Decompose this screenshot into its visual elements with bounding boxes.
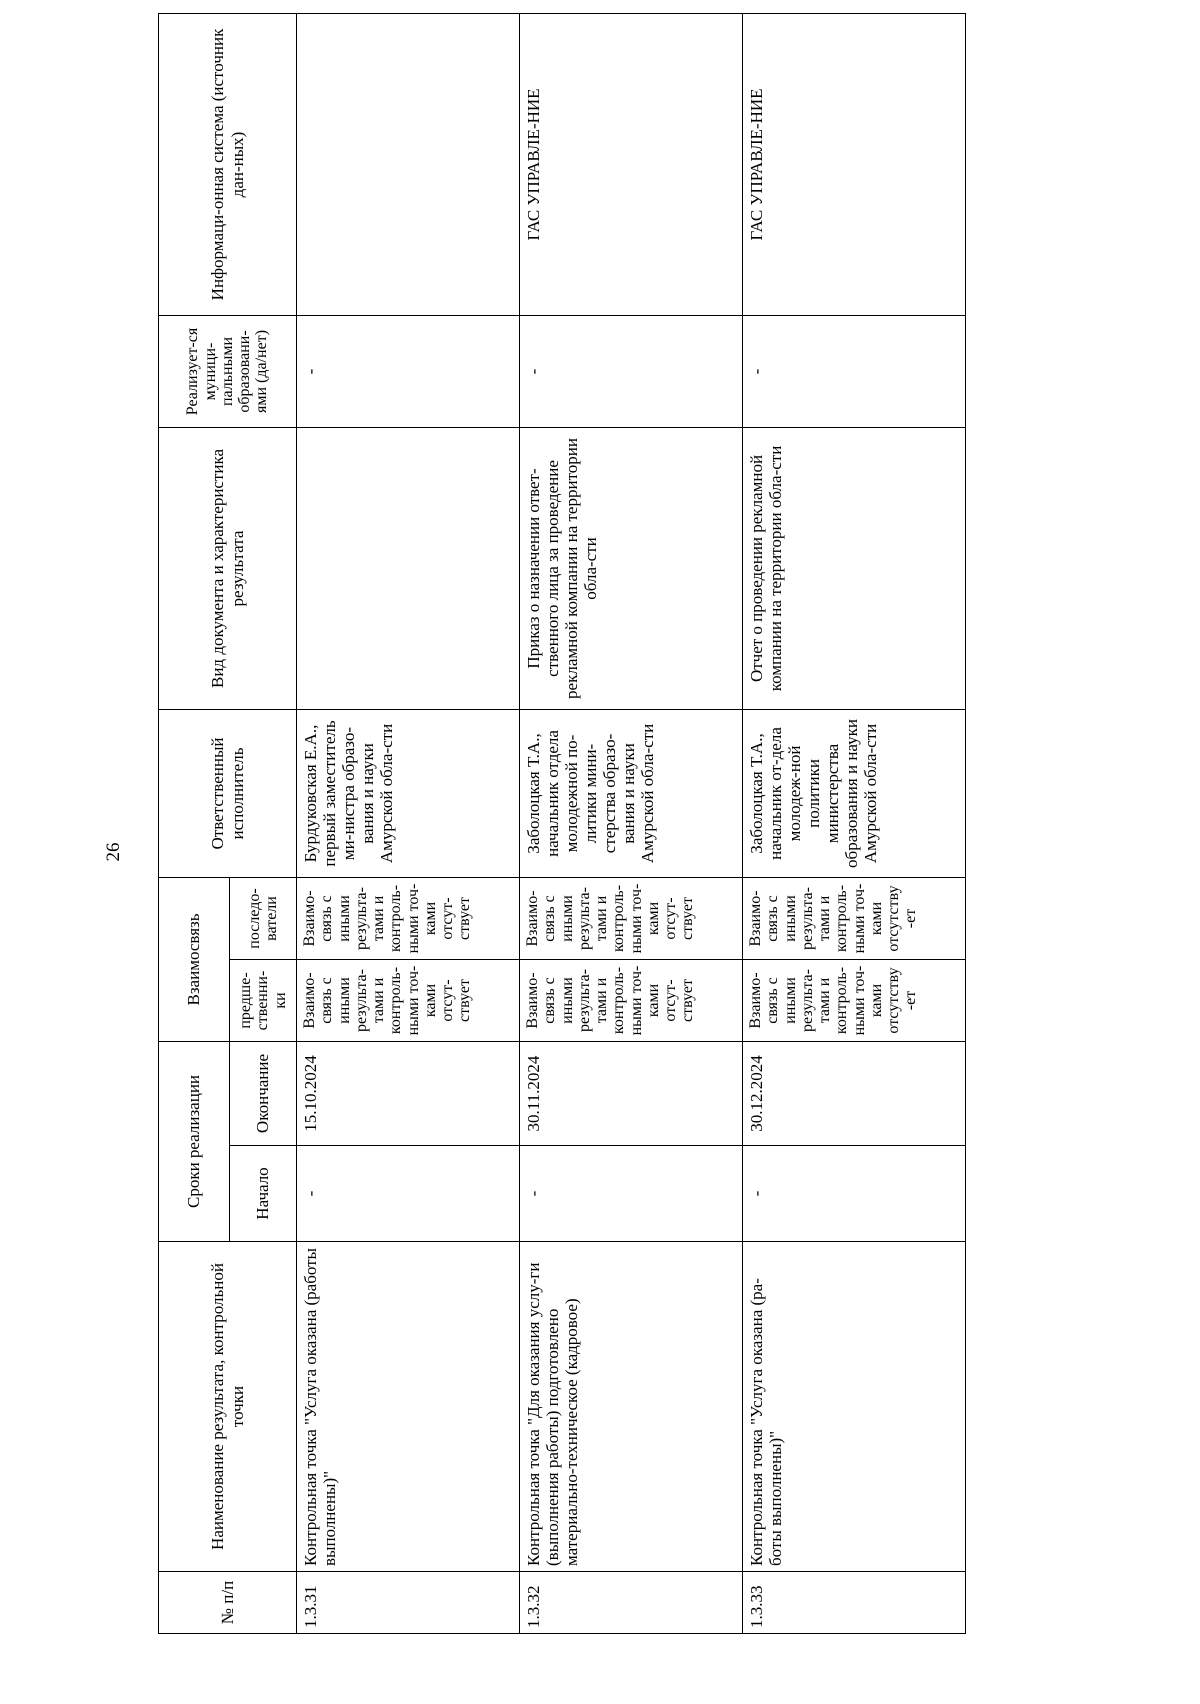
header-pred: предше-ственни-ки bbox=[230, 960, 297, 1042]
table-row bbox=[520, 13, 743, 1633]
cell-num: 1.3.32 bbox=[520, 1572, 743, 1634]
cell-resp: Заболоцкая Т.А., начальник от-дела молодеж-ной политики министерства образования и науки Амурской обла-сти bbox=[743, 709, 966, 877]
cell-doc bbox=[297, 427, 520, 709]
cell-name: Контрольная точка "Для оказания услу-ги (выполнения работы) подготовлено материально-техническое (кадровое) bbox=[520, 1242, 743, 1572]
header-row-1 bbox=[159, 13, 230, 1633]
header-link: Взаимосвязь bbox=[159, 877, 230, 1041]
cell-doc: Отчет о проведении рекламной компании на территории обла-сти bbox=[743, 427, 966, 709]
table-row bbox=[297, 13, 520, 1633]
header-end: Окончание bbox=[230, 1042, 297, 1146]
page-number: 26 bbox=[103, 842, 124, 862]
header-name: Наименование результата, контрольной точки bbox=[159, 1242, 297, 1572]
cell-pred: Взаимо-связь с иными результа-тами и контроль-ными точ-ками отсут-ствует bbox=[520, 960, 743, 1042]
cell-name: Контрольная точка "Услуга оказана (работы выполнены)" bbox=[297, 1242, 520, 1572]
cell-pred: Взаимо-связь с иными результа-тами и контроль-ными точ-ками отсут-ствует bbox=[297, 960, 520, 1042]
cell-info: ГАС УПРАВЛЕ-НИЕ bbox=[520, 13, 743, 315]
header-info: Информаци-онная система (источник дан-ных) bbox=[159, 13, 297, 315]
cell-resp: Заболоцкая Т.А., начальник отдела молодежной по-литики мини-стерства образо-вания и науки Амурской обла-сти bbox=[520, 709, 743, 877]
cell-succ: Взаимо-связь с иными результа-тами и контроль-ными точ-ками отсут-ствует bbox=[520, 877, 743, 959]
cell-resp: Бурдуковская Е.А., первый заместитель ми-нистра образо-вания и науки Амурской обла-сти bbox=[297, 709, 520, 877]
cell-pred: Взаимо-связь с иными результа-тами и контроль-ными точ-ками отсутству-ет bbox=[743, 960, 966, 1042]
header-doc: Вид документа и характеристика результата bbox=[159, 427, 297, 709]
cell-succ: Взаимо-связь с иными результа-тами и контроль-ными точ-ками отсутству-ет bbox=[743, 877, 966, 959]
cell-info bbox=[297, 13, 520, 315]
cell-start: - bbox=[297, 1146, 520, 1242]
cell-end: 30.11.2024 bbox=[520, 1042, 743, 1146]
cell-start: - bbox=[520, 1146, 743, 1242]
cell-info: ГАС УПРАВЛЕ-НИЕ bbox=[743, 13, 966, 315]
cell-num: 1.3.33 bbox=[743, 1572, 966, 1634]
cell-muni: - bbox=[520, 315, 743, 427]
cell-num: 1.3.31 bbox=[297, 1572, 520, 1634]
header-resp: Ответственный исполнитель bbox=[159, 709, 297, 877]
table-rotated-wrapper bbox=[158, 14, 938, 1634]
cell-name: Контрольная точка "Услуга оказана (ра-боты выполнены)" bbox=[743, 1242, 966, 1572]
cell-doc: Приказ о назначении ответ-ственного лица за проведение рекламной компании на территории обла-сти bbox=[520, 427, 743, 709]
cell-succ: Взаимо-связь с иными результа-тами и контроль-ными точ-ками отсут-ствует bbox=[297, 877, 520, 959]
header-terms: Сроки реализации bbox=[159, 1042, 230, 1242]
results-table bbox=[158, 13, 966, 1634]
table-row bbox=[743, 13, 966, 1633]
header-start: Начало bbox=[230, 1146, 297, 1242]
cell-muni: - bbox=[297, 315, 520, 427]
cell-muni: - bbox=[743, 315, 966, 427]
cell-end: 15.10.2024 bbox=[297, 1042, 520, 1146]
header-muni: Реализует-ся муници-пальными образовани-ями (да/нет) bbox=[159, 315, 297, 427]
cell-end: 30.12.2024 bbox=[743, 1042, 966, 1146]
cell-start: - bbox=[743, 1146, 966, 1242]
header-succ: последо-ватели bbox=[230, 877, 297, 959]
header-num: № п/п bbox=[159, 1572, 297, 1634]
